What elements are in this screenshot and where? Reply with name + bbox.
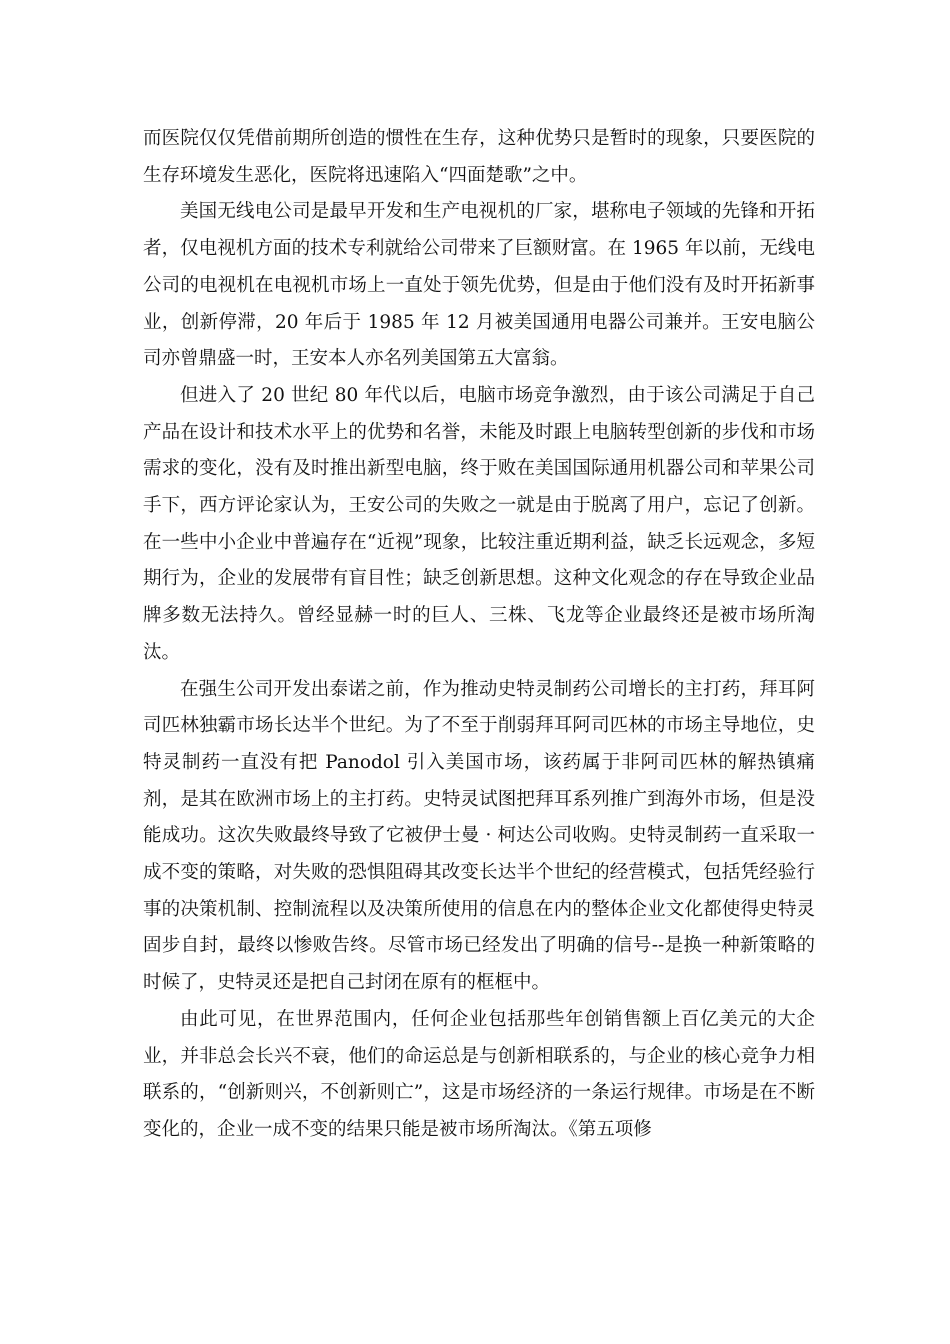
paragraph-rca: 美国无线电公司是最早开发和生产电视机的厂家，堪称电子领域的先锋和开拓者，仅电视机方面的技术专利就给公司带来了巨额财富。在 1965 年以前，无线电公司的电视机在电视机市场上一直处于领先优势，但是由于他们没有及时开拓新事业，创新停滞，20 年后于 1985 年 12 月被美国通用电器公司兼并。王安电脑公司亦曾鼎盛一时，王安本人亦名列美国第五大富翁。 <box>143 201 815 370</box>
body-text <box>143 121 815 1149</box>
paragraph-continued: 而医院仅仅凭借前期所创造的惯性在生存，这种优势只是暂时的现象，只要医院的生存环境发生恶化，医院将迅速陷入“四面楚歌”之中。 <box>143 128 815 186</box>
paragraph-wang: 但进入了 20 世纪 80 年代以后，电脑市场竞争激烈，由于该公司满足于自己产品在设计和技术水平上的优势和名誉，未能及时跟上电脑转型创新的步伐和市场需求的变化，没有及时推出新型电脑，终于败在美国国际通用机器公司和苹果公司手下，西方评论家认为，王安公司的失败之一就是由于脱离了用户，忘记了创新。在一些中小企业中普遍存在“近视”现象，比较注重近期利益，缺乏长远观念，多短期行为，企业的发展带有盲目性；缺乏创新思想。这种文化观念的存在导致企业品牌多数无法持久。曾经显赫一时的巨人、三株、飞龙等企业最终还是被市场所淘汰。 <box>143 384 815 663</box>
paragraph-sterling: 在强生公司开发出泰诺之前，作为推动史特灵制药公司增长的主打药，拜耳阿司匹林独霸市场长达半个世纪。为了不至于削弱拜耳阿司匹林的市场主导地位，史特灵制药一直没有把 Panodol 引入美国市场，该药属于非阿司匹林的解热镇痛剂，是其在欧洲市场上的主打药。史特灵试图把拜耳系列推广到海外市场，但是没能成功。这次失败最终导致了它被伊士曼 · 柯达公司收购。史特灵制药一直采取一成不变的策略，对失败的恐惧阻碍其改变长达半个世纪的经营模式，包括凭经验行事的决策机制、控制流程以及决策所使用的信息在内的整体企业文化都使得史特灵固步自封，最终以惨败告终。尽管市场已经发出了明确的信号--是换一种新策略的时候了，史特灵还是把自己封闭在原有的框框中。 <box>143 678 815 994</box>
paragraph-conclusion: 由此可见，在世界范围内，任何企业包括那些年创销售额上百亿美元的大企业，并非总会长兴不衰，他们的命运总是与创新相联系的，与企业的核心竞争力相联系的，“创新则兴，不创新则亡”，这是市场经济的一条运行规律。市场是在不断变化的，企业一成不变的结果只能是被市场所淘汰。《第五项修 <box>143 1008 815 1140</box>
